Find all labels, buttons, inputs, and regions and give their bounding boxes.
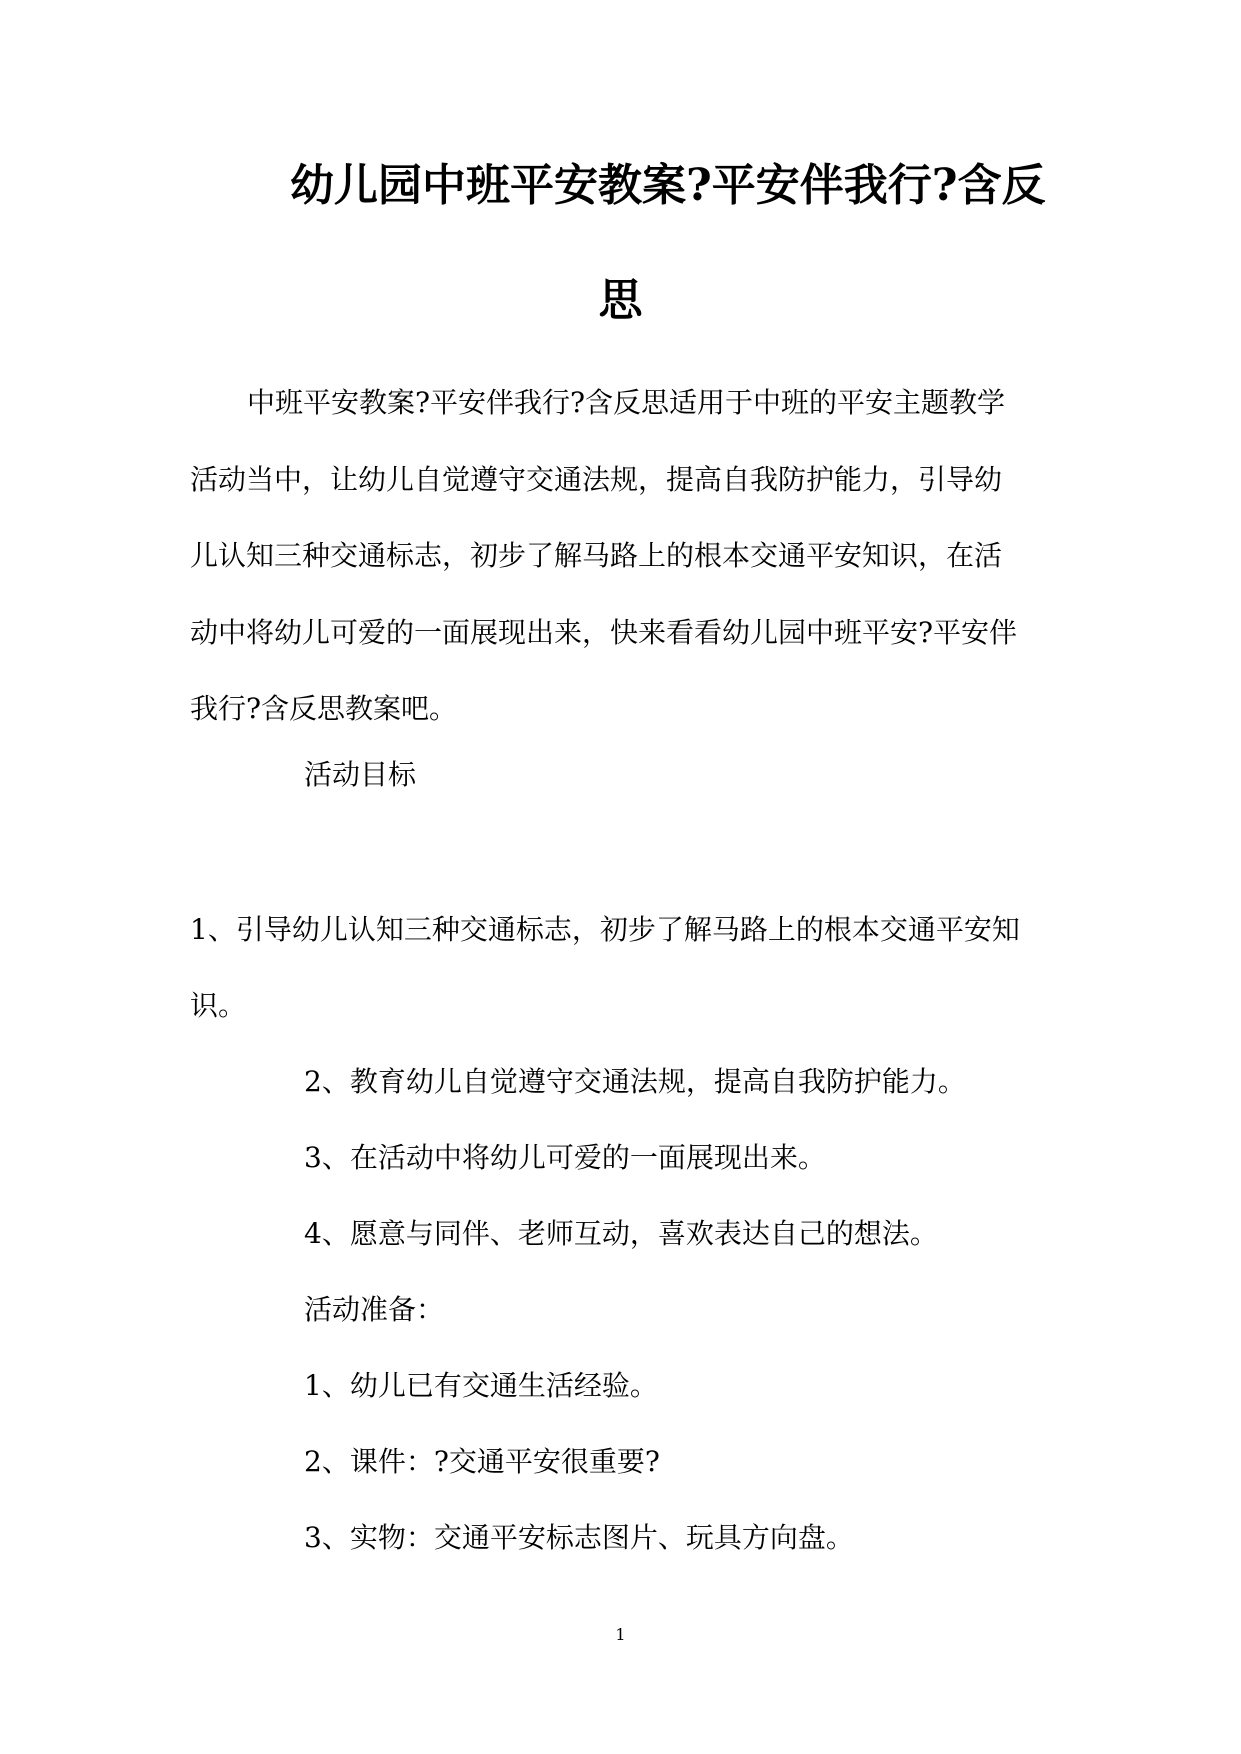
page-number: 1 [615, 1625, 626, 1644]
goal-1-line-1: 1、引导幼儿认知三种交通标志，初步了解马路上的根本交通平安知 [190, 913, 1020, 946]
intro-line-5: 我行?含反思教案吧。 [190, 692, 458, 725]
prep-item-2: 2、课件：?交通平安很重要? [304, 1445, 660, 1478]
document-title-line-1: 幼儿园中班平安教案?平安伴我行?含反 [290, 160, 1046, 211]
prep-item-3: 3、实物：交通平安标志图片、玩具方向盘。 [304, 1521, 854, 1554]
goal-1-line-2: 识。 [190, 989, 247, 1022]
prep-item-1: 1、幼儿已有交通生活经验。 [304, 1369, 658, 1402]
intro-line-1: 中班平安教案?平安伴我行?含反思适用于中班的平安主题教学 [247, 386, 1006, 419]
intro-line-2: 活动当中，让幼儿自觉遵守交通法规，提高自我防护能力，引导幼 [190, 462, 1003, 496]
goal-4: 4、愿意与同伴、老师互动，喜欢表达自己的想法。 [304, 1217, 938, 1250]
goal-2: 2、教育幼儿自觉遵守交通法规，提高自我防护能力。 [304, 1065, 966, 1098]
goal-3: 3、在活动中将幼儿可爱的一面展现出来。 [304, 1141, 826, 1174]
prep-heading: 活动准备： [304, 1293, 445, 1326]
intro-line-4: 动中将幼儿可爱的一面展现出来，快来看看幼儿园中班平安?平安伴 [190, 615, 1018, 649]
document-title-line-2: 思 [598, 275, 643, 326]
intro-line-3: 儿认知三种交通标志，初步了解马路上的根本交通平安知识，在活 [190, 539, 1003, 572]
intro-paragraph [190, 365, 1050, 748]
goals-heading: 活动目标 [304, 758, 417, 791]
